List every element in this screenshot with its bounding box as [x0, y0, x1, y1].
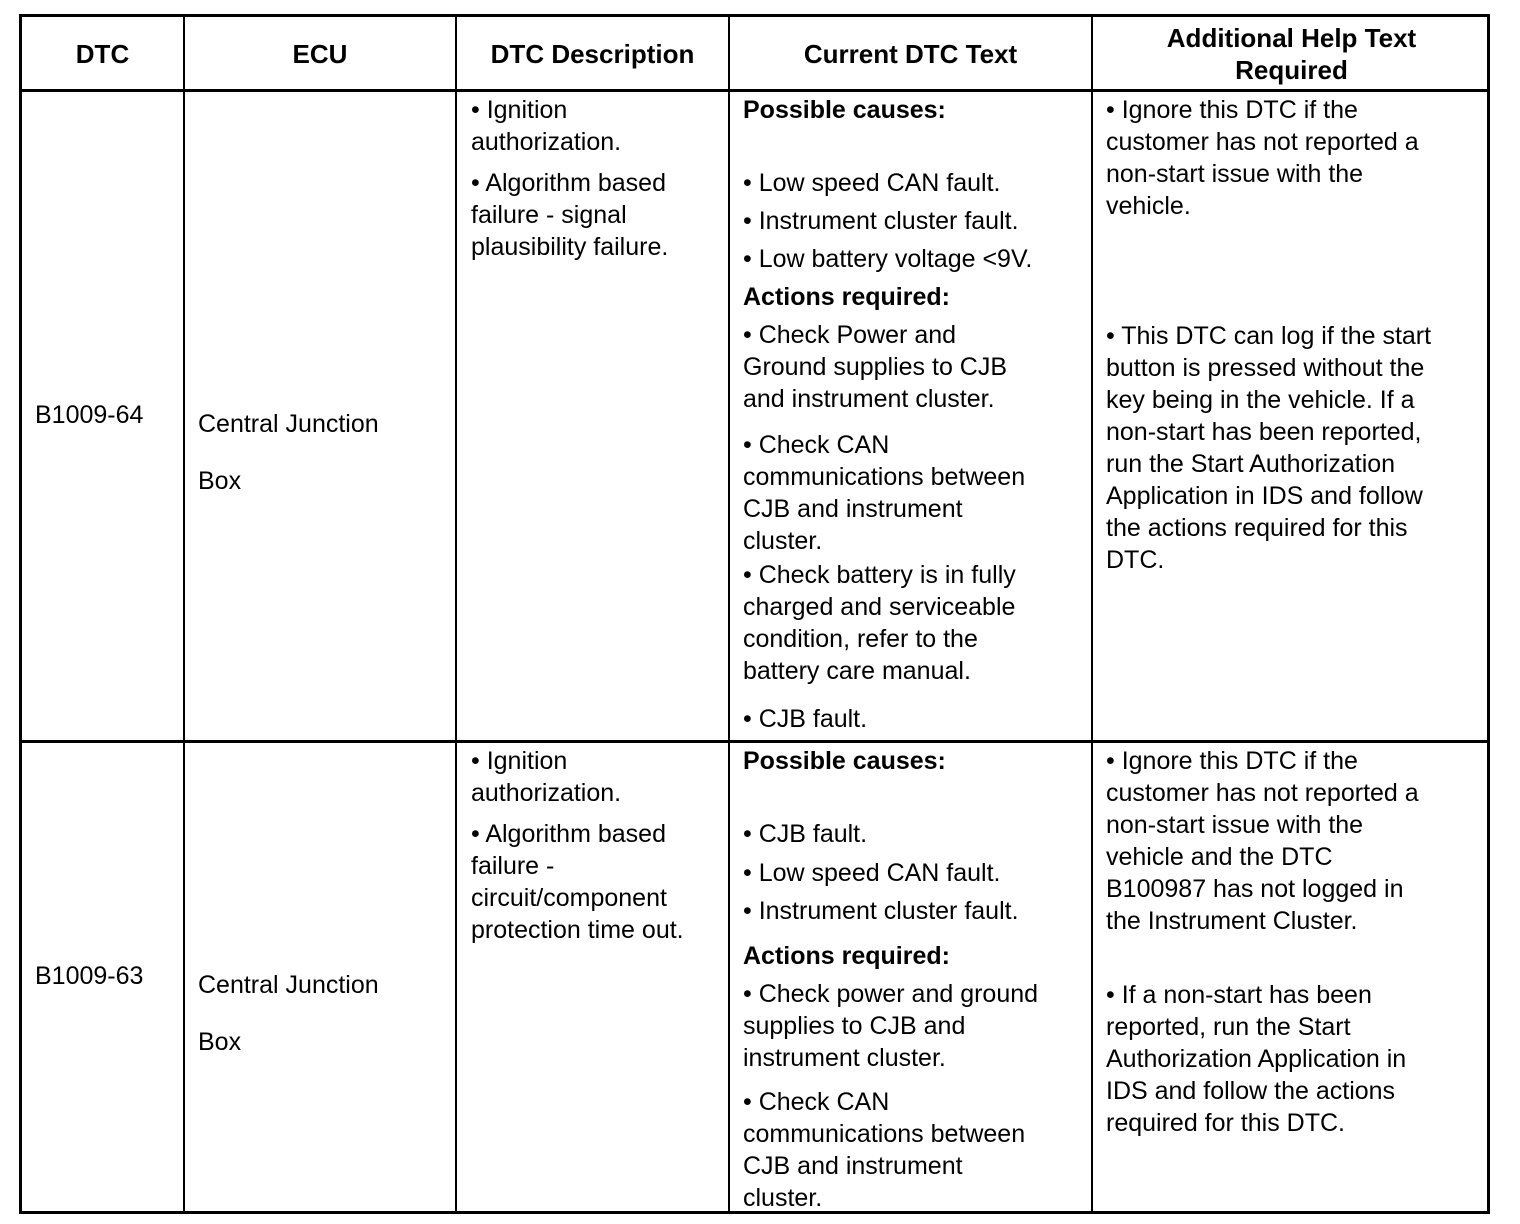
dtc-description: • Ignition authorization. • Algorithm based failure - signal plausibility failure. — [471, 96, 669, 261]
header-additional-help-text: Additional Help Text Required — [1166, 22, 1417, 85]
dtc-code: B1009-63 — [35, 962, 144, 990]
column-divider — [183, 17, 185, 1211]
header-dtc-description: DTC Description — [490, 38, 695, 69]
header-dtc: DTC — [75, 38, 130, 69]
possible-causes-heading: Possible causes: — [743, 747, 946, 775]
actions-required-heading: Actions required: — [743, 942, 950, 970]
column-divider — [728, 17, 730, 1211]
header-current-dtc-text: Current DTC Text — [803, 38, 1018, 69]
current-dtc-text: Possible causes: • Low speed CAN fault. • Instrument cluster fault. • Low battery voltage <9V. Actions required: • Check Power and Ground supplies to CJB and instrument cluster. • Check CAN communications between CJB and instrument cluster. • Check battery is in fully charged and serviceable condition, refer to the battery care manual. • CJB fault. — [743, 96, 1033, 733]
column-divider — [1091, 17, 1093, 1211]
ecu-name: Central Junction Box — [198, 971, 379, 1056]
ecu-name: Central Junction Box — [198, 410, 379, 495]
possible-causes-heading: Possible causes: — [743, 96, 946, 124]
additional-help-text: • Ignore this DTC if the customer has not reported a non-start issue with the vehicle and the DTC B100987 has not logged in the Instrument Cluster. • If a non-start has been reported, run the Start Authorization Application in IDS and follow the actions required for this DTC. — [1106, 747, 1419, 1137]
current-dtc-text: Possible causes: • CJB fault. • Low speed CAN fault. • Instrument cluster fault. Actions required: • Check power and ground supplies to CJB and instrument cluster. • Check CAN communications between CJB and instrument cluster. — [743, 747, 1039, 1212]
row-divider — [22, 740, 1487, 743]
dtc-code: B1009-64 — [35, 401, 144, 429]
actions-required-heading: Actions required: — [743, 283, 950, 311]
dtc-table — [19, 14, 1490, 1214]
dtc-description: • Ignition authorization. • Algorithm based failure - circuit/component protection time out. — [471, 747, 684, 944]
column-divider — [455, 17, 457, 1211]
header-ecu: ECU — [292, 38, 348, 69]
additional-help-text: • Ignore this DTC if the customer has not reported a non-start issue with the vehicle. • This DTC can log if the start button is pressed without the key being in the vehicle. If a non-start has been reported, run the Start Authorization Application in IDS and follow the actions required for this DTC. — [1106, 96, 1432, 574]
